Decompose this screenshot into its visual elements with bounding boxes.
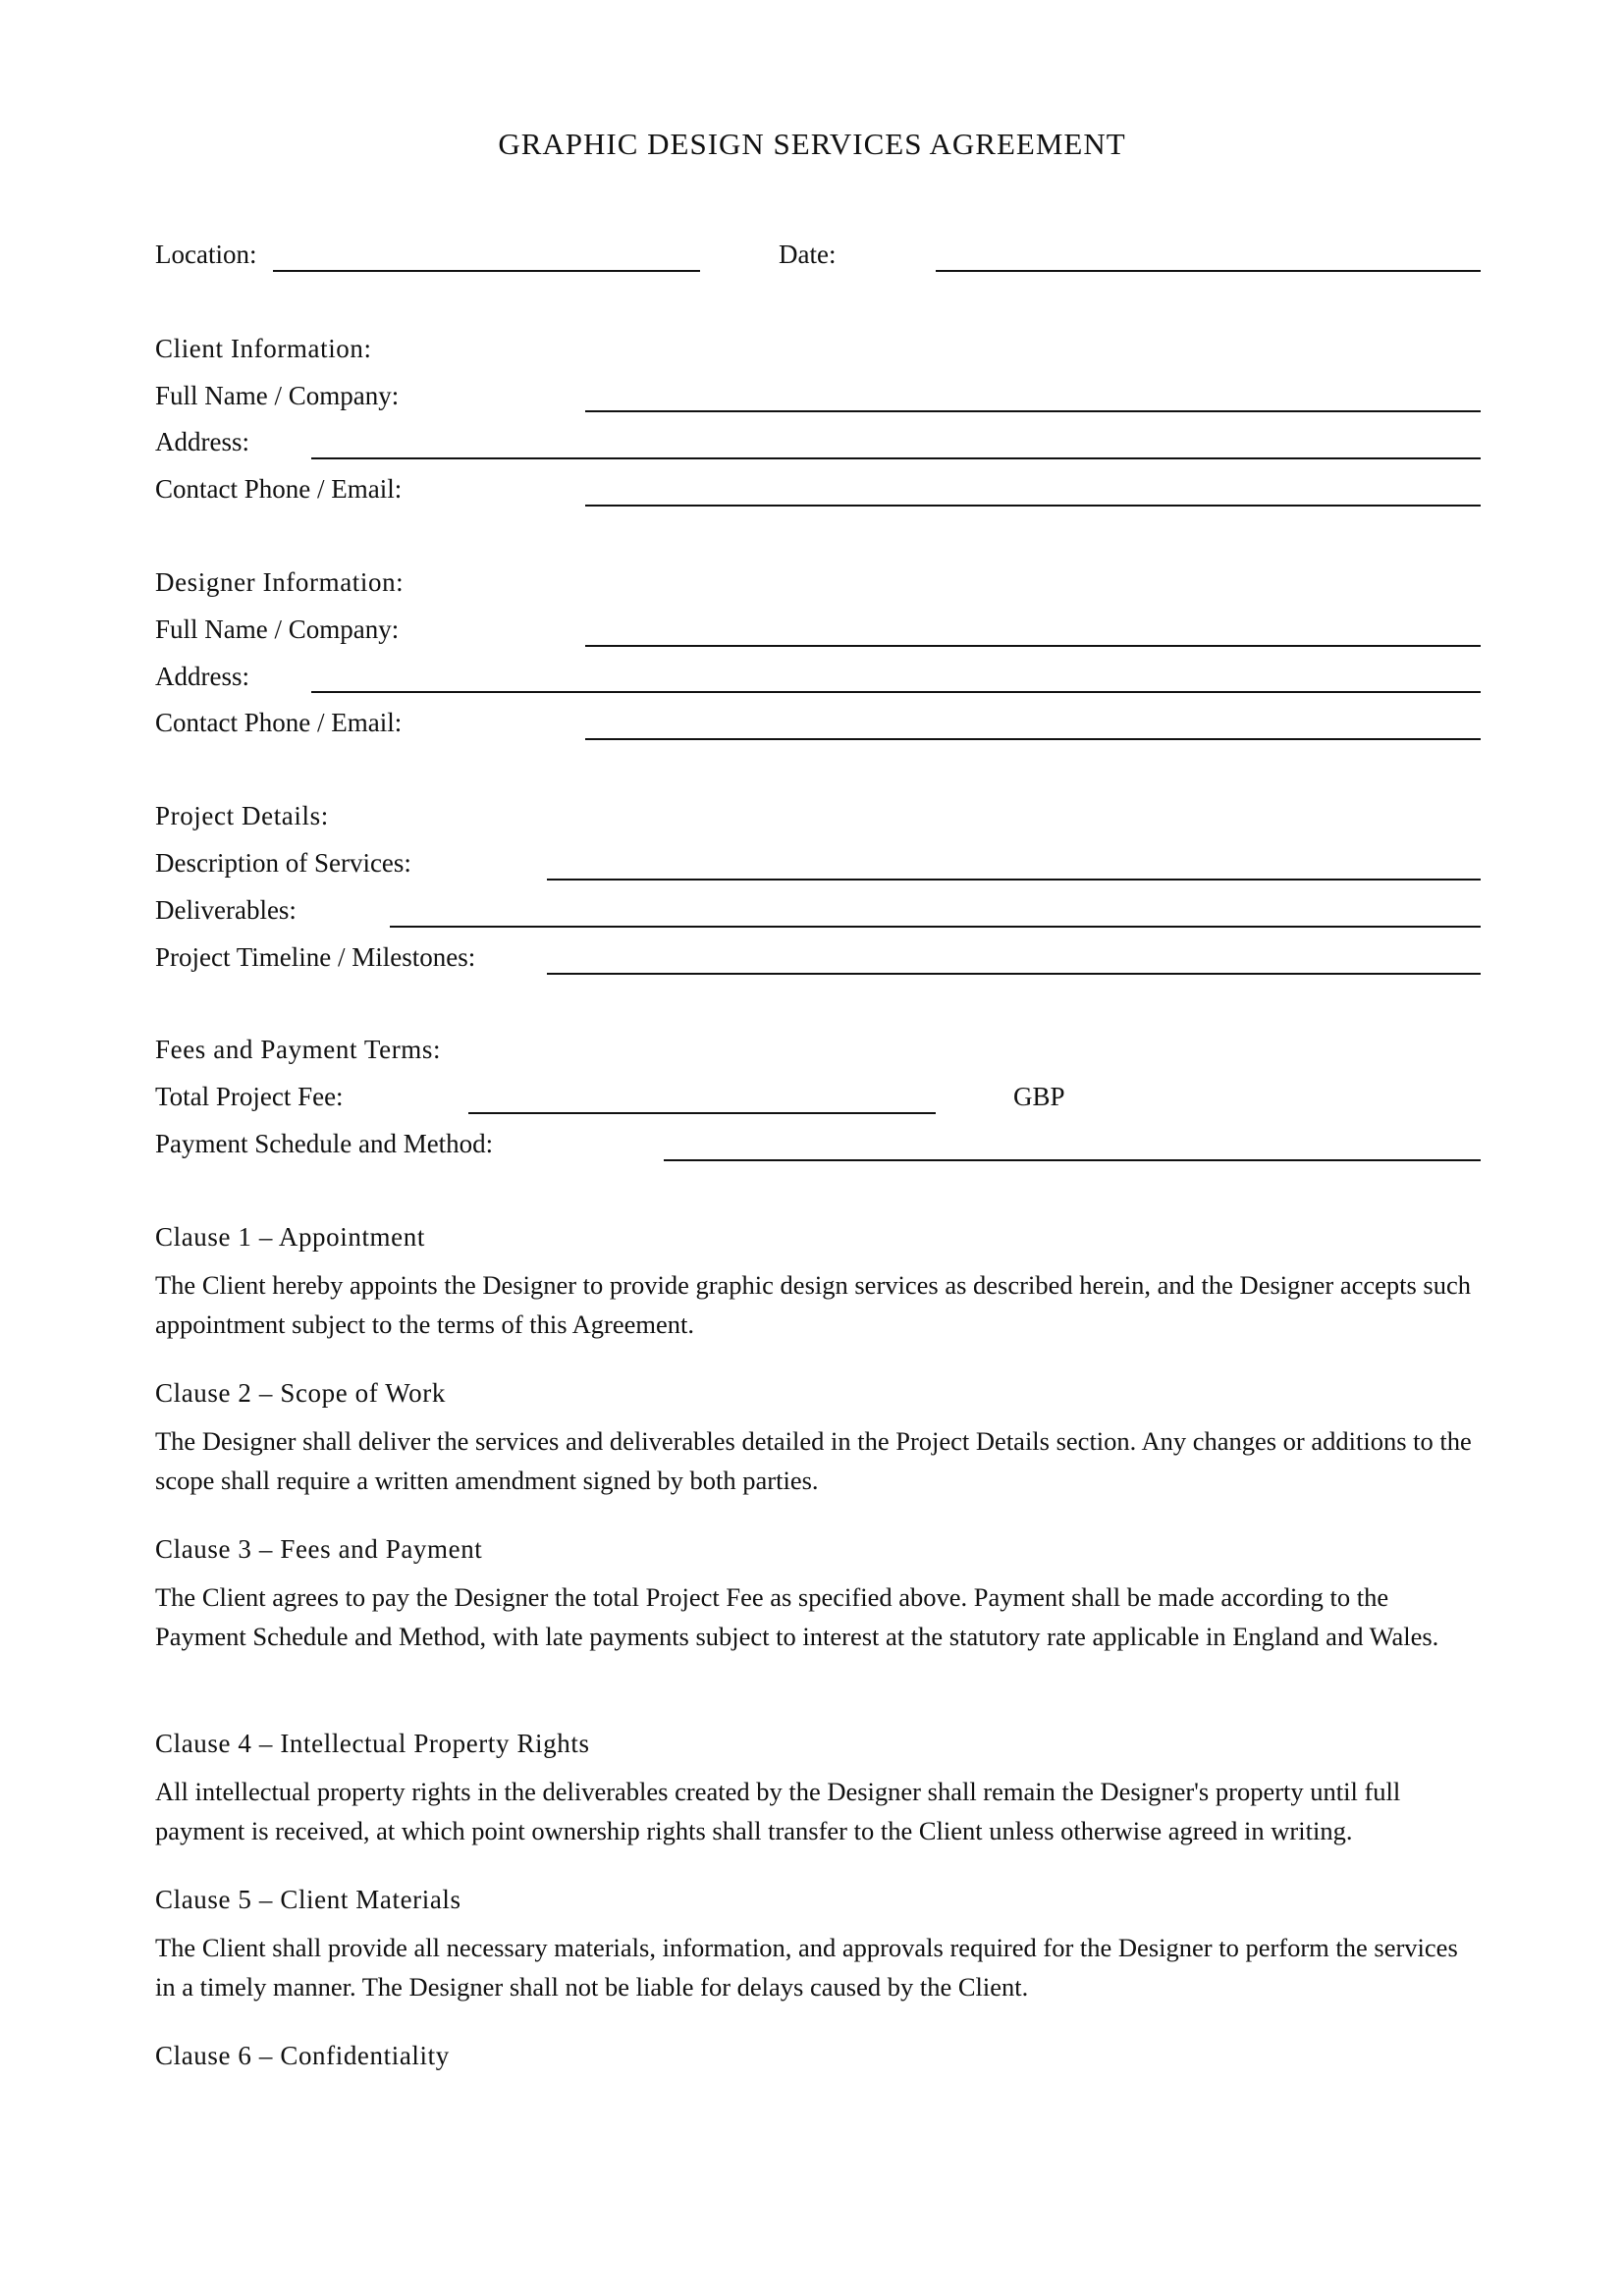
client-contact-label: Contact Phone / Email:: [155, 474, 403, 504]
designer-address-label: Address:: [155, 662, 249, 691]
deliverables-field[interactable]: [390, 926, 1481, 928]
description-label: Description of Services:: [155, 848, 411, 878]
designer-name-label: Full Name / Company:: [155, 614, 400, 644]
clause-2-heading: Clause 2 – Scope of Work: [155, 1378, 446, 1408]
client-address-field[interactable]: [311, 457, 1481, 459]
clause-3-heading: Clause 3 – Fees and Payment: [155, 1534, 483, 1564]
client-name-label: Full Name / Company:: [155, 381, 400, 410]
clause-1-heading: Clause 1 – Appointment: [155, 1222, 425, 1252]
clause-1-body: The Client hereby appoints the Designer to provide graphic design services as described herein, and the Designer accepts such appointment subject to the terms of this Agreement.: [155, 1270, 1472, 1339]
clause-5-heading: Clause 5 – Client Materials: [155, 1885, 461, 1914]
clause-2-body: The Designer shall deliver the services and deliverables detailed in the Project Details section. Any changes or additions to the scope shall require a written amendment signed by both parties.: [155, 1426, 1472, 1495]
total-fee-field[interactable]: [468, 1112, 936, 1114]
description-field[interactable]: [547, 879, 1481, 881]
payment-schedule-label: Payment Schedule and Method:: [155, 1129, 494, 1158]
designer-contact-field[interactable]: [585, 738, 1481, 740]
clause-4-heading: Clause 4 – Intellectual Property Rights: [155, 1729, 590, 1758]
total-fee-label: Total Project Fee:: [155, 1082, 344, 1111]
client-address-label: Address:: [155, 427, 249, 456]
location-label: Location:: [155, 240, 257, 269]
deliverables-label: Deliverables:: [155, 895, 297, 925]
currency-label: GBP: [1013, 1082, 1065, 1111]
date-field[interactable]: [936, 270, 1481, 272]
project-details-heading: Project Details:: [155, 801, 329, 830]
document-title: GRAPHIC DESIGN SERVICES AGREEMENT: [498, 127, 1126, 161]
clause-3-body: The Client agrees to pay the Designer the total Project Fee as specified above. Payment shall be made according to the Payment Schedule and Method, with late payments subject to interest at the statutory rate applicable in England and Wales.: [155, 1582, 1439, 1651]
designer-address-field[interactable]: [311, 691, 1481, 693]
timeline-field[interactable]: [547, 973, 1481, 975]
designer-info-heading: Designer Information:: [155, 567, 405, 597]
client-contact-field[interactable]: [585, 505, 1481, 507]
clause-4-body: All intellectual property rights in the deliverables created by the Designer shall remain the Designer's property until full payment is received, at which point ownership rights shall transfer to the Client unless otherwise agreed in writing.: [155, 1777, 1401, 1845]
clause-6-heading: Clause 6 – Confidentiality: [155, 2041, 450, 2070]
designer-name-field[interactable]: [585, 645, 1481, 647]
designer-contact-label: Contact Phone / Email:: [155, 708, 403, 737]
payment-schedule-field[interactable]: [664, 1159, 1481, 1161]
location-field[interactable]: [273, 270, 700, 272]
timeline-label: Project Timeline / Milestones:: [155, 942, 476, 972]
fees-heading: Fees and Payment Terms:: [155, 1035, 442, 1064]
date-label: Date:: [779, 240, 837, 269]
clause-5-body: The Client shall provide all necessary materials, information, and approvals required for the Designer to perform the services in a timely manner. The Designer shall not be liable for delays caused by the Client.: [155, 1933, 1458, 2002]
client-name-field[interactable]: [585, 410, 1481, 412]
client-info-heading: Client Information:: [155, 334, 372, 363]
